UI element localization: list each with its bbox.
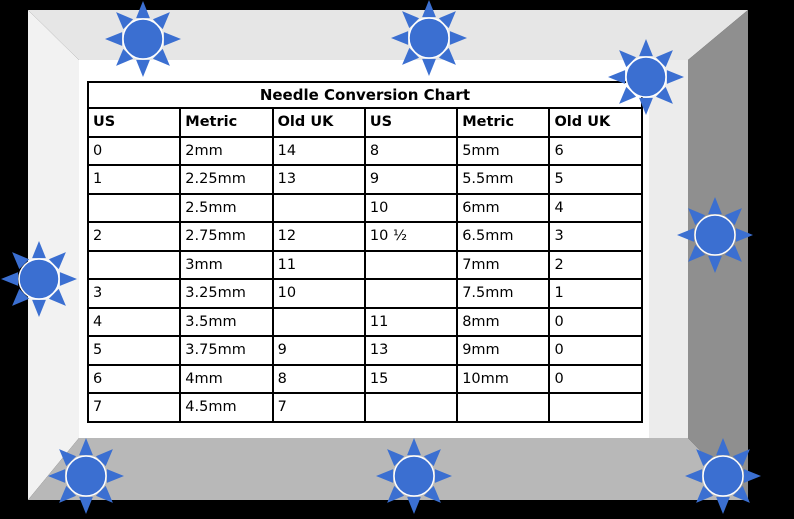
table-cell: 6 [88,365,180,394]
table-cell: 5mm [457,137,549,166]
table-cell: 9 [273,336,365,365]
table-cell: 4 [549,194,641,223]
table-cell: 5 [88,336,180,365]
table-cell: 10mm [457,365,549,394]
sun-icon [674,194,756,276]
sun-icon [45,435,127,517]
table-cell: 7.5mm [457,279,549,308]
table-row [88,165,642,194]
table-row [88,308,642,337]
table-row [88,137,642,166]
table-cell: 1 [549,279,641,308]
column-header: Old UK [273,108,365,137]
table-cell: 8 [365,137,457,166]
table-cell: 2.75mm [180,222,272,251]
header-row [88,108,642,137]
table-cell: 4 [88,308,180,337]
column-header: US [365,108,457,137]
table-cell [273,308,365,337]
column-header: US [88,108,180,137]
table-cell: 3 [88,279,180,308]
sun-icon [682,435,764,517]
table-cell: 13 [273,165,365,194]
table-cell: 0 [549,365,641,394]
table-cell [457,393,549,422]
table-cell: 14 [273,137,365,166]
table-row [88,279,642,308]
table-cell: 0 [549,308,641,337]
sun-icon [373,435,455,517]
sun-icon [605,36,687,118]
column-header: Old UK [549,108,641,137]
table-cell: 3.25mm [180,279,272,308]
table-cell: 12 [273,222,365,251]
table-cell: 10 [273,279,365,308]
table-cell: 9mm [457,336,549,365]
table-cell: 11 [365,308,457,337]
table-cell: 1 [88,165,180,194]
table-cell: 3.75mm [180,336,272,365]
table-cell: 8mm [457,308,549,337]
table-cell: 2 [549,251,641,280]
sun-icon [388,0,470,79]
table-cell: 6mm [457,194,549,223]
table-cell [88,194,180,223]
table-cell: 5.5mm [457,165,549,194]
table-cell: 3mm [180,251,272,280]
table-cell: 2.25mm [180,165,272,194]
table-cell: 7 [88,393,180,422]
table-cell: 5 [549,165,641,194]
table-cell: 10 ½ [365,222,457,251]
table-cell: 11 [273,251,365,280]
table-cell: 15 [365,365,457,394]
table-cell [365,393,457,422]
table-cell: 0 [88,137,180,166]
table-cell: 2mm [180,137,272,166]
table-cell: 6.5mm [457,222,549,251]
table-row [88,336,642,365]
table-cell [365,251,457,280]
table-cell: 8 [273,365,365,394]
column-header: Metric [180,108,272,137]
table-cell: 0 [549,336,641,365]
table-row [88,194,642,223]
table-row [88,393,642,422]
table-cell: 4.5mm [180,393,272,422]
table-row [88,365,642,394]
table-cell: 2 [88,222,180,251]
table-cell: 13 [365,336,457,365]
table-row [88,251,642,280]
table-cell: 10 [365,194,457,223]
table-cell: 3.5mm [180,308,272,337]
table-cell: 9 [365,165,457,194]
column-header: Metric [457,108,549,137]
table-cell [549,393,641,422]
table-cell: 2.5mm [180,194,272,223]
sun-icon [0,238,80,320]
table-cell [88,251,180,280]
table-cell: 7 [273,393,365,422]
table-cell: 6 [549,137,641,166]
table-cell: 3 [549,222,641,251]
table-cell: 4mm [180,365,272,394]
needle-conversion-table [87,81,643,423]
sun-icon [102,0,184,80]
table-cell [365,279,457,308]
table-cell [273,194,365,223]
table-cell: 7mm [457,251,549,280]
table-title: Needle Conversion Chart [88,82,642,108]
table-row [88,222,642,251]
